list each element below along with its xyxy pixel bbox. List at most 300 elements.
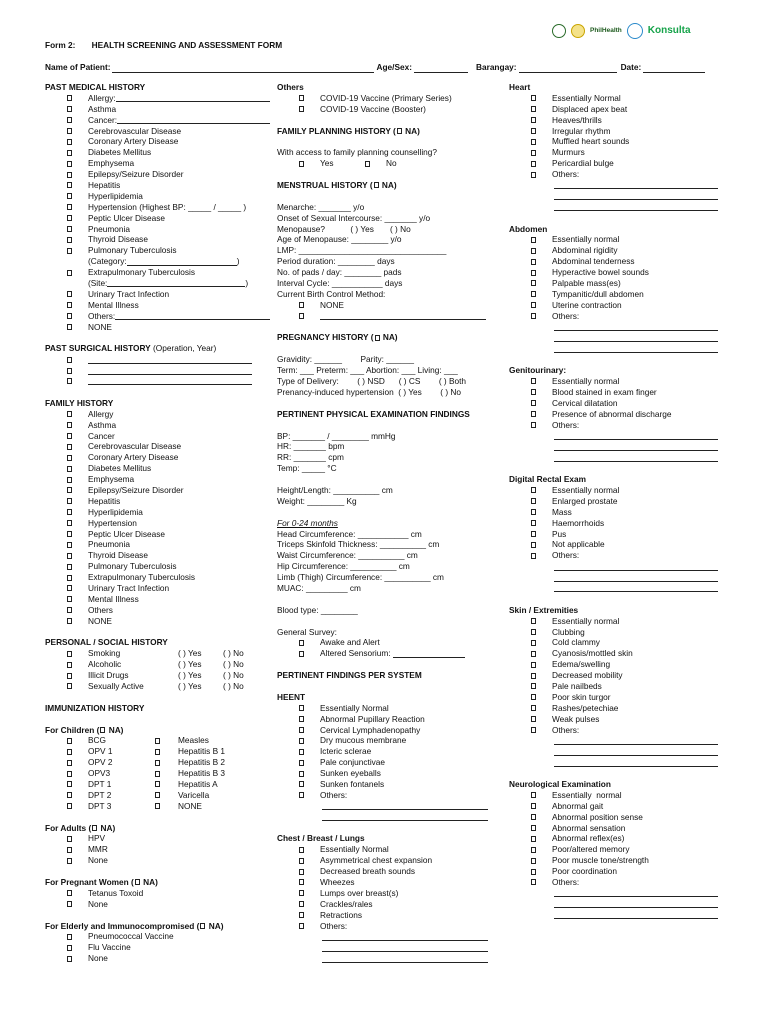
text-line: Gravidity: ______ Parity: ______ xyxy=(277,354,414,365)
blank-line xyxy=(509,343,724,354)
checkbox[interactable] xyxy=(67,324,72,330)
list-item xyxy=(509,147,724,158)
checkbox[interactable] xyxy=(67,422,72,428)
item-label: Hyperactive bowel sounds xyxy=(552,267,649,278)
text-field[interactable] xyxy=(115,312,270,320)
checkbox[interactable] xyxy=(531,683,536,689)
item-label: Hepatitis xyxy=(88,495,121,506)
text-field[interactable] xyxy=(554,432,718,440)
checkbox[interactable] xyxy=(299,716,304,722)
checkbox[interactable] xyxy=(531,172,536,178)
checkbox[interactable] xyxy=(67,193,72,199)
checkbox[interactable] xyxy=(67,270,72,276)
checkbox[interactable] xyxy=(531,792,536,798)
checkbox[interactable] xyxy=(299,771,304,777)
checkbox[interactable] xyxy=(531,498,536,504)
list-item xyxy=(509,833,724,844)
checkbox[interactable] xyxy=(299,781,304,787)
checkbox[interactable] xyxy=(67,237,72,243)
checkbox[interactable] xyxy=(531,400,536,406)
checkbox[interactable] xyxy=(155,749,160,755)
text-field[interactable] xyxy=(554,443,718,451)
checkbox[interactable] xyxy=(299,879,304,885)
checkbox[interactable] xyxy=(67,618,72,624)
text-field[interactable] xyxy=(117,116,270,124)
fp-yes-checkbox[interactable] xyxy=(299,161,304,167)
checkbox[interactable] xyxy=(299,738,304,744)
checkbox[interactable] xyxy=(155,771,160,777)
checkbox[interactable] xyxy=(531,716,536,722)
checkbox[interactable] xyxy=(67,161,72,167)
blank-line xyxy=(509,746,724,757)
text-field[interactable] xyxy=(322,813,488,821)
skin-title: Skin / Extremities xyxy=(509,604,579,615)
checkbox[interactable] xyxy=(67,575,72,581)
abdomen-title: Abdomen xyxy=(509,223,548,234)
checkbox[interactable] xyxy=(299,858,304,864)
item-label: Decreased breath sounds xyxy=(320,866,416,877)
item-label: Peptic Ulcer Disease xyxy=(88,528,166,539)
checkbox[interactable] xyxy=(67,607,72,613)
agesex-field[interactable] xyxy=(414,65,468,73)
checkbox[interactable] xyxy=(531,117,536,123)
item-label: Heaves/thrills xyxy=(552,114,602,125)
checkbox[interactable] xyxy=(67,466,72,472)
checkbox[interactable] xyxy=(67,792,72,798)
checkbox[interactable] xyxy=(299,912,304,918)
checkbox[interactable] xyxy=(67,357,72,363)
checkbox[interactable] xyxy=(531,248,536,254)
checkbox[interactable] xyxy=(67,411,72,417)
list-item xyxy=(277,746,492,757)
checkbox[interactable] xyxy=(531,280,536,286)
list-item xyxy=(509,550,724,561)
checkbox[interactable] xyxy=(67,95,72,101)
no-option[interactable]: ( ) No xyxy=(223,670,244,681)
checkbox[interactable] xyxy=(67,204,72,210)
list-item xyxy=(45,300,270,311)
checkbox[interactable] xyxy=(67,901,72,907)
text-line: Triceps Skinfold Thickness: __________ cm xyxy=(277,539,440,550)
text-field[interactable] xyxy=(393,650,465,658)
text-line: Type of Delivery: ( ) NSD ( ) CS ( ) Both xyxy=(277,376,467,387)
vaccine-label: Measles xyxy=(178,735,209,746)
checkbox[interactable] xyxy=(299,640,304,646)
checkbox[interactable] xyxy=(299,890,304,896)
checkbox[interactable] xyxy=(531,673,536,679)
item-label: Abnormal sensation xyxy=(552,822,626,833)
text-line: No. of pads / day: ________ pads xyxy=(277,267,402,278)
checkbox[interactable] xyxy=(531,106,536,112)
checkbox[interactable] xyxy=(531,542,536,548)
checkbox[interactable] xyxy=(67,662,72,668)
text-field[interactable] xyxy=(554,759,718,767)
list-item xyxy=(509,169,724,180)
date-field[interactable] xyxy=(643,65,705,73)
na-checkbox[interactable] xyxy=(397,128,402,134)
text-field[interactable] xyxy=(554,203,718,211)
item-label: Tetanus Toxoid xyxy=(88,887,144,898)
checkbox[interactable] xyxy=(531,411,536,417)
text-field[interactable] xyxy=(554,323,718,331)
text-field[interactable] xyxy=(88,367,252,375)
text-field[interactable] xyxy=(116,94,270,102)
checkbox[interactable] xyxy=(67,215,72,221)
checkbox[interactable] xyxy=(531,95,536,101)
text-line: Waist Circumference: __________ cm xyxy=(277,550,418,561)
text-field[interactable] xyxy=(554,345,718,353)
list-item: (Site: ) xyxy=(88,278,249,289)
text-field[interactable] xyxy=(554,911,718,919)
checkbox[interactable] xyxy=(67,836,72,842)
birth-control-other xyxy=(277,311,492,322)
text-field[interactable] xyxy=(554,748,718,756)
yes-option[interactable]: ( ) Yes xyxy=(178,680,202,691)
checkbox[interactable] xyxy=(67,477,72,483)
checkbox[interactable] xyxy=(531,302,536,308)
checkbox[interactable] xyxy=(531,531,536,537)
yes-option[interactable]: ( ) Yes xyxy=(178,670,202,681)
item-label: Cerebrovascular Disease xyxy=(88,125,182,136)
checkbox[interactable] xyxy=(67,226,72,232)
item-label: Mental Illness xyxy=(88,299,139,310)
vaccine-label: Hepatitis B 1 xyxy=(178,746,226,757)
list-item xyxy=(509,158,724,169)
vaccine-row xyxy=(45,779,270,790)
list-item xyxy=(45,93,270,104)
text-field[interactable] xyxy=(320,312,486,320)
checkbox[interactable] xyxy=(531,520,536,526)
checkbox[interactable] xyxy=(531,869,536,875)
checkbox[interactable] xyxy=(67,858,72,864)
yes-option[interactable]: ( ) Yes xyxy=(178,659,202,670)
barangay-field[interactable] xyxy=(519,65,617,73)
item-label: Wheezes xyxy=(320,877,355,888)
item-label: Dry mucous membrane xyxy=(320,735,407,746)
text-field[interactable] xyxy=(554,192,718,200)
checkbox[interactable] xyxy=(531,651,536,657)
text-field[interactable] xyxy=(127,258,237,266)
list-item xyxy=(277,735,492,746)
item-label: Others: xyxy=(552,877,580,888)
blank-line xyxy=(509,899,724,910)
checkbox[interactable] xyxy=(67,313,72,319)
text-field[interactable] xyxy=(554,454,718,462)
checkbox[interactable] xyxy=(67,760,72,766)
dre-title: Digital Rectal Exam xyxy=(509,474,587,485)
checkbox[interactable] xyxy=(67,585,72,591)
checkbox[interactable] xyxy=(67,890,72,896)
checkbox[interactable] xyxy=(531,803,536,809)
section-title: IMMUNIZATION HISTORY xyxy=(45,702,145,713)
section-title: PREGNANCY HISTORY ( NA) xyxy=(277,332,398,343)
item-label: Epilepsy/Seizure Disorder xyxy=(88,169,184,180)
item-label: Emphysema xyxy=(88,474,135,485)
item-label: Abnormal position sense xyxy=(552,811,643,822)
text-line: Prenancy-induced hypertension ( ) Yes ( ) No xyxy=(277,386,462,397)
checkbox[interactable] xyxy=(67,509,72,515)
vaccine-label: Varicella xyxy=(178,789,210,800)
yes-option[interactable]: ( ) Yes xyxy=(178,648,202,659)
list-item xyxy=(45,518,270,529)
checkbox[interactable] xyxy=(299,651,304,657)
checkbox[interactable] xyxy=(531,629,536,635)
checkbox[interactable] xyxy=(67,749,72,755)
checkbox[interactable] xyxy=(67,531,72,537)
checkbox[interactable] xyxy=(67,651,72,657)
checkbox[interactable] xyxy=(67,128,72,134)
checkbox[interactable] xyxy=(67,150,72,156)
checkbox[interactable] xyxy=(531,727,536,733)
text-field[interactable] xyxy=(554,563,718,571)
checkbox[interactable] xyxy=(531,389,536,395)
section-title: MENSTRUAL HISTORY ( NA) xyxy=(277,180,397,191)
checkbox[interactable] xyxy=(531,825,536,831)
checkbox[interactable] xyxy=(531,705,536,711)
vaccine-label: OPV 2 xyxy=(88,757,113,768)
checkbox[interactable] xyxy=(67,433,72,439)
list-item xyxy=(509,93,724,104)
blank-line xyxy=(509,180,724,191)
checkbox[interactable] xyxy=(67,487,72,493)
checkbox[interactable] xyxy=(531,509,536,515)
checkbox[interactable] xyxy=(531,150,536,156)
checkbox[interactable] xyxy=(67,803,72,809)
text-field[interactable] xyxy=(322,944,488,952)
checkbox[interactable] xyxy=(67,673,72,679)
list-item xyxy=(509,692,724,703)
checkbox[interactable] xyxy=(67,139,72,145)
checkbox[interactable] xyxy=(299,106,304,112)
item-label: Icteric sclerae xyxy=(320,746,372,757)
checkbox[interactable] xyxy=(299,847,304,853)
blank-line xyxy=(509,888,724,899)
vaccine-row xyxy=(45,801,270,812)
checkbox[interactable] xyxy=(67,368,72,374)
item-label: Sexually Active xyxy=(88,680,144,691)
text-field[interactable] xyxy=(322,802,488,810)
checkbox[interactable] xyxy=(531,640,536,646)
text-field[interactable] xyxy=(88,356,252,364)
vaccine-label: DPT 3 xyxy=(88,800,112,811)
checkbox[interactable] xyxy=(155,760,160,766)
checkbox[interactable] xyxy=(531,858,536,864)
checkbox[interactable] xyxy=(531,270,536,276)
text-field[interactable] xyxy=(554,737,718,745)
checkbox[interactable] xyxy=(67,738,72,744)
text-field[interactable] xyxy=(88,377,252,385)
item-label: Sunken fontanels xyxy=(320,779,385,789)
checkbox[interactable] xyxy=(67,498,72,504)
item-label: Mental Illness xyxy=(88,593,139,604)
na-checkbox[interactable] xyxy=(100,727,105,733)
checkbox[interactable] xyxy=(531,161,536,167)
checkbox[interactable] xyxy=(67,683,72,689)
checkbox[interactable] xyxy=(299,923,304,929)
checkbox[interactable] xyxy=(531,128,536,134)
checkbox[interactable] xyxy=(531,662,536,668)
text-field[interactable] xyxy=(322,933,488,941)
list-item xyxy=(509,289,724,300)
text-field[interactable] xyxy=(554,574,718,582)
vaccine-row xyxy=(45,735,270,746)
text-line: Limb (Thigh) Circumference: __________ cm xyxy=(277,572,444,583)
checkbox[interactable] xyxy=(299,901,304,907)
section-title: FAMILY PLANNING HISTORY ( NA) xyxy=(277,125,420,136)
checkbox[interactable] xyxy=(531,847,536,853)
item-label: NONE xyxy=(88,615,112,626)
no-option[interactable]: ( ) No xyxy=(223,659,244,670)
checkbox[interactable] xyxy=(155,738,160,744)
seal-icon xyxy=(552,24,566,38)
checkbox[interactable] xyxy=(67,291,72,297)
checkbox[interactable] xyxy=(67,542,72,548)
checkbox[interactable] xyxy=(299,313,304,319)
seal-icon xyxy=(571,24,585,38)
item-label: Murmurs xyxy=(552,147,585,158)
item-label: Mass xyxy=(552,506,572,517)
checkbox[interactable] xyxy=(67,117,72,123)
list-item xyxy=(509,267,724,278)
item-label: None xyxy=(88,898,108,909)
checkbox[interactable] xyxy=(531,618,536,624)
na-checkbox[interactable] xyxy=(374,182,379,188)
checkbox[interactable] xyxy=(67,378,72,384)
text-field[interactable] xyxy=(554,584,718,592)
text-field[interactable] xyxy=(554,181,718,189)
checkbox[interactable] xyxy=(67,553,72,559)
checkbox[interactable] xyxy=(67,781,72,787)
list-item xyxy=(45,115,270,126)
column-2 xyxy=(277,82,492,964)
checkbox[interactable] xyxy=(531,422,536,428)
checkbox[interactable] xyxy=(67,248,72,254)
list-item xyxy=(45,899,270,910)
fp-question: With access to family planning counselling? xyxy=(277,147,438,158)
checkbox[interactable] xyxy=(67,956,72,962)
vaccine-label: DPT 1 xyxy=(88,779,112,789)
item-label: Poor coordination xyxy=(552,866,618,877)
checkbox[interactable] xyxy=(67,172,72,178)
text-line: Age of Menopause: ________ y/o xyxy=(277,234,402,245)
checkbox[interactable] xyxy=(67,444,72,450)
text-field[interactable] xyxy=(554,889,718,897)
text-field[interactable] xyxy=(107,279,245,287)
checkbox[interactable] xyxy=(299,869,304,875)
fp-no-checkbox[interactable] xyxy=(365,161,370,167)
checkbox[interactable] xyxy=(531,378,536,384)
checkbox[interactable] xyxy=(299,727,304,733)
item-label: Emphysema xyxy=(88,158,135,169)
checkbox[interactable] xyxy=(67,302,72,308)
checkbox[interactable] xyxy=(299,749,304,755)
checkbox[interactable] xyxy=(299,302,304,308)
checkbox[interactable] xyxy=(67,934,72,940)
checkbox[interactable] xyxy=(299,95,304,101)
list-item xyxy=(509,801,724,812)
blank-line xyxy=(509,191,724,202)
checkbox[interactable] xyxy=(531,553,536,559)
list-item xyxy=(45,213,270,224)
text-field[interactable] xyxy=(322,955,488,963)
list-item xyxy=(45,833,270,844)
item-label: Asthma xyxy=(88,103,117,114)
checkbox[interactable] xyxy=(67,106,72,112)
list-item xyxy=(509,485,724,496)
checkbox[interactable] xyxy=(155,792,160,798)
list-item xyxy=(45,888,270,899)
checkbox[interactable] xyxy=(531,259,536,265)
checkbox[interactable] xyxy=(531,291,536,297)
checkbox[interactable] xyxy=(531,879,536,885)
na-checkbox[interactable] xyxy=(135,879,140,885)
checkbox[interactable] xyxy=(531,836,536,842)
checkbox[interactable] xyxy=(531,313,536,319)
checkbox[interactable] xyxy=(67,945,72,951)
item-label: Pulmonary Tuberculosis xyxy=(88,245,177,256)
list-item xyxy=(45,431,270,442)
item-label: Essentially normal xyxy=(552,376,620,387)
blank-line xyxy=(509,561,724,572)
item-label: Pericardial bulge xyxy=(552,158,614,169)
checkbox[interactable] xyxy=(299,792,304,798)
name-field[interactable] xyxy=(112,65,374,73)
blank-line xyxy=(277,801,492,812)
no-option[interactable]: ( ) No xyxy=(223,648,244,659)
checkbox[interactable] xyxy=(155,803,160,809)
text-field[interactable] xyxy=(554,900,718,908)
list-item xyxy=(45,561,270,572)
checkbox[interactable] xyxy=(531,139,536,145)
checkbox[interactable] xyxy=(299,705,304,711)
text-field[interactable] xyxy=(554,334,718,342)
vaccine-row xyxy=(45,790,270,801)
list-item xyxy=(277,725,492,736)
checkbox[interactable] xyxy=(67,182,72,188)
social-item xyxy=(45,670,270,681)
checkbox[interactable] xyxy=(531,237,536,243)
text-line: Onset of Sexual Intercourse: _______ y/o xyxy=(277,212,431,223)
list-item xyxy=(45,485,270,496)
item-label: Pneumococcal Vaccine xyxy=(88,931,174,942)
blank-line xyxy=(277,942,492,953)
checkbox[interactable] xyxy=(531,814,536,820)
checkbox[interactable] xyxy=(67,771,72,777)
item-label: None xyxy=(88,855,108,866)
social-item xyxy=(45,681,270,692)
checkbox[interactable] xyxy=(67,847,72,853)
na-checkbox[interactable] xyxy=(375,335,380,341)
item-label: Poor skin turgor xyxy=(552,691,611,702)
checkbox[interactable] xyxy=(155,781,160,787)
checkbox[interactable] xyxy=(531,694,536,700)
text-line: Interval Cycle: ___________ days xyxy=(277,278,403,289)
list-item xyxy=(45,180,270,191)
na-checkbox[interactable] xyxy=(92,825,97,831)
checkbox[interactable] xyxy=(67,455,72,461)
item-label: Extrapulmonary Tuberculosis xyxy=(88,572,195,583)
checkbox[interactable] xyxy=(531,487,536,493)
na-checkbox[interactable] xyxy=(200,923,205,929)
item-label: NONE xyxy=(88,321,112,332)
no-option[interactable]: ( ) No xyxy=(223,680,244,691)
checkbox[interactable] xyxy=(299,760,304,766)
column-1 xyxy=(45,82,270,964)
checkbox[interactable] xyxy=(67,564,72,570)
checkbox[interactable] xyxy=(67,596,72,602)
checkbox[interactable] xyxy=(67,520,72,526)
text-line: Menopause? ( ) Yes ( ) No xyxy=(277,223,411,234)
